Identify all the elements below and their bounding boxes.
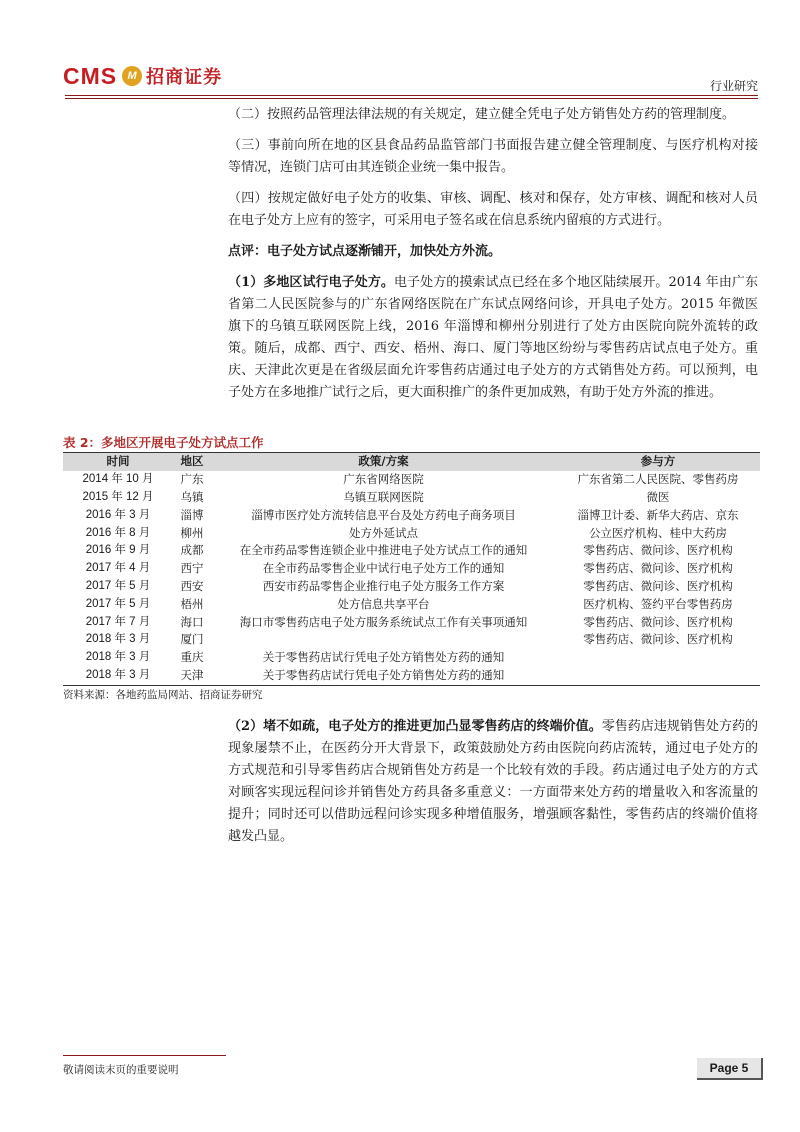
cell-policy: 海口市零售药店电子处方服务系统试点工作有关事项通知 bbox=[239, 614, 528, 629]
cell-policy: 在全市药品零售连锁企业中推进电子处方试点工作的通知 bbox=[239, 543, 528, 558]
table-row bbox=[63, 649, 760, 667]
comment-paragraph-1-lead: （1）多地区试行电子处方。 bbox=[228, 275, 394, 290]
cell-time: 2017 年 7 月 bbox=[85, 615, 151, 628]
table-header-row bbox=[63, 453, 760, 472]
table-row bbox=[63, 507, 760, 525]
comment-paragraph-1 bbox=[228, 272, 758, 404]
table-caption: 表 2：多地区开展电子处方试点工作 bbox=[63, 435, 264, 450]
cell-time: 2016 年 3 月 bbox=[85, 508, 151, 521]
cell-participants: 零售药店、微问诊、医疗机构 bbox=[583, 632, 733, 647]
cell-region: 柳州 bbox=[180, 525, 204, 540]
cell-participants: 医疗机构、签约平台零售药房 bbox=[583, 596, 733, 611]
header-divider-thin bbox=[65, 98, 758, 99]
cell-policy: 处方信息共享平台 bbox=[337, 596, 430, 611]
cell-policy bbox=[211, 631, 556, 649]
regulation-paragraphs bbox=[228, 104, 758, 404]
cell-participants: 零售药店、微问诊、医疗机构 bbox=[583, 614, 733, 629]
pilot-table bbox=[63, 452, 760, 686]
page-header bbox=[0, 0, 800, 100]
regulation-item-3: （三）事前向所在地的区县食品药品监管部门书面报告建立健全管理制度、与医疗机构对接等情况，连锁门店可由其连锁企业统一集中报告。 bbox=[228, 138, 758, 175]
comment-paragraph-1-text: 电子处方的摸索试点已经在多个地区陆续展开。2014 年由广东省第二人民医院参与的广东省网络医院在广东试点网络问诊，开具电子处方。2015 年微医旗下的乌镇互联网医院上线，2016 年淄博和柳州分别进行了处方由医院向院外流转的政策。随后，成都、西宁、西安、梧州、海口、厦门等地区纷纷与零售药店试点电子处方。重庆、天津此次更是在省级层面允许零售药店通过电子处方的方式销售处方药。可以预判，电子处方在多地推广试行之后，更大面积推广的条件更加成熟，有助于处方外流的推进。 bbox=[228, 275, 759, 400]
regulation-item-2: （二）按照药品管理法律法规的有关规定，建立健全凭电子处方销售处方药的管理制度。 bbox=[228, 107, 736, 122]
cell-policy: 淄博市医疗处方流转信息平台及处方药电子商务项目 bbox=[251, 507, 516, 522]
closing-paragraph bbox=[228, 716, 758, 848]
table-row bbox=[63, 471, 760, 489]
cell-region: 重庆 bbox=[180, 650, 204, 665]
header-policy: 政策/方案 bbox=[211, 453, 556, 472]
table-row bbox=[63, 560, 760, 578]
cell-time: 2018 年 3 月 bbox=[85, 668, 151, 681]
cell-policy: 处方外延试点 bbox=[349, 525, 418, 540]
table-source: 资料来源：各地药监局网站、招商证券研究 bbox=[63, 689, 263, 701]
comment-paragraph-2 bbox=[228, 716, 758, 848]
cell-time: 2017 年 5 月 bbox=[85, 597, 151, 610]
cell-participants: 零售药店、微问诊、医疗机构 bbox=[583, 561, 733, 576]
comment-heading: 点评：电子处方试点逐渐铺开，加快处方外流。 bbox=[228, 244, 502, 259]
logo-cms-text: CMS bbox=[63, 62, 118, 89]
page-number: Page 5 bbox=[697, 1058, 763, 1080]
table-row bbox=[63, 631, 760, 649]
table-row bbox=[63, 524, 760, 542]
cell-region: 西安 bbox=[180, 578, 204, 593]
header-region: 地区 bbox=[173, 453, 211, 472]
footer-notice: 敬请阅读末页的重要说明 bbox=[63, 1064, 179, 1076]
comment-paragraph-2-text: 零售药店违规销售处方药的现象屡禁不止，在医药分开大背景下，政策鼓励处方药由医院向药店流转，通过电子处方的方式规范和引导零售药店合规销售处方药是一个比较有效的手段。药店通过电子处方的方式对顾客实现远程问诊并销售处方药具备多重意义：一方面带来处方药的增量收入和客流量的提升；同时还可以借助远程问诊实现多种增值服务，增强顾客黏性，零售药店的终端价值将越发凸显。 bbox=[228, 719, 758, 844]
cell-participants: 微医 bbox=[646, 489, 670, 504]
cell-time: 2016 年 9 月 bbox=[85, 544, 151, 557]
cell-policy: 关于零售药店试行凭电子处方销售处方药的通知 bbox=[262, 667, 505, 682]
cell-region: 乌镇 bbox=[180, 489, 204, 504]
table-row bbox=[63, 542, 760, 560]
section-label: 行业研究 bbox=[709, 79, 758, 93]
company-logo bbox=[63, 58, 222, 94]
table-row bbox=[63, 596, 760, 614]
logo-badge-icon: M bbox=[122, 66, 142, 86]
cell-policy: 关于零售药店试行凭电子处方销售处方药的通知 bbox=[262, 650, 505, 665]
table-row bbox=[63, 578, 760, 596]
cell-region: 广东 bbox=[180, 472, 204, 487]
regulation-item-4: （四）按规定做好电子处方的收集、审核、调配、核对和保存，处方审核、调配和核对人员在电子处方上应有的签字，可采用电子签名或在信息系统内留痕的方式进行。 bbox=[228, 191, 758, 228]
cell-participants: 广东省第二人民医院、零售药房 bbox=[577, 472, 739, 487]
cell-policy: 广东省网络医院 bbox=[343, 472, 424, 487]
cell-time: 2014 年 10 月 bbox=[82, 473, 154, 486]
header-divider bbox=[65, 95, 758, 96]
cell-region: 梧州 bbox=[180, 596, 204, 611]
table-row bbox=[63, 613, 760, 631]
cell-time: 2016 年 8 月 bbox=[85, 526, 151, 539]
cell-participants: 零售药店、微问诊、医疗机构 bbox=[583, 578, 733, 593]
cell-time: 2015 年 12 月 bbox=[82, 490, 154, 503]
cell-participants bbox=[556, 667, 760, 685]
footer-divider bbox=[63, 1055, 226, 1056]
cell-time: 2018 年 3 月 bbox=[85, 633, 151, 646]
table-row bbox=[63, 489, 760, 507]
cell-region: 西宁 bbox=[180, 561, 204, 576]
logo-chinese-name: 招商证券 bbox=[146, 67, 223, 88]
cell-policy: 西安市药品零售企业推行电子处方服务工作方案 bbox=[262, 578, 505, 593]
cell-region: 淄博 bbox=[180, 507, 204, 522]
cell-time: 2017 年 4 月 bbox=[85, 562, 151, 575]
table-row bbox=[63, 667, 760, 685]
cell-participants: 淄博卫计委、新华大药店、京东 bbox=[577, 507, 739, 522]
cell-region: 海口 bbox=[180, 614, 204, 629]
cell-policy: 在全市药品零售企业中试行电子处方工作的通知 bbox=[262, 561, 505, 576]
header-participants: 参与方 bbox=[556, 453, 760, 472]
cell-region: 厦门 bbox=[180, 632, 204, 647]
cell-time: 2017 年 5 月 bbox=[85, 579, 151, 592]
header-time: 时间 bbox=[63, 453, 173, 472]
cell-participants bbox=[556, 649, 760, 667]
cell-policy: 乌镇互联网医院 bbox=[343, 489, 424, 504]
cell-participants: 零售药店、微问诊、医疗机构 bbox=[583, 543, 733, 558]
cell-participants: 公立医疗机构、桂中大药房 bbox=[589, 525, 727, 540]
cell-region: 成都 bbox=[180, 543, 204, 558]
cell-region: 天津 bbox=[180, 667, 204, 682]
comment-paragraph-2-lead: （2）堵不如疏，电子处方的推进更加凸显零售药店的终端价值。 bbox=[228, 719, 602, 734]
cell-time: 2018 年 3 月 bbox=[85, 651, 151, 664]
